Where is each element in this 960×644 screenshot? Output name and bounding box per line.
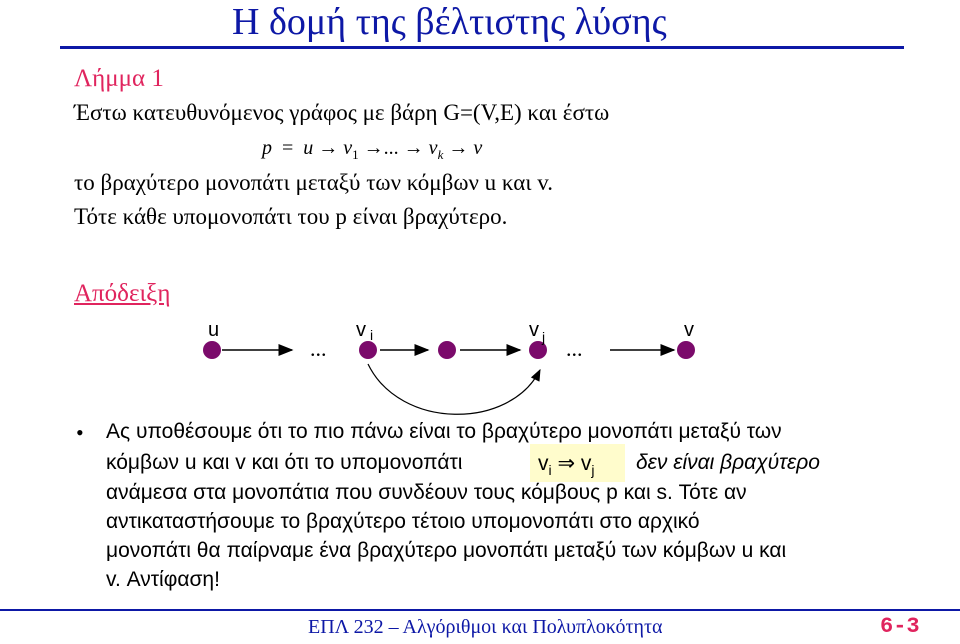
formula-p: p bbox=[262, 137, 272, 159]
arrow-icon: → bbox=[363, 137, 384, 159]
subpath-vi-sub: i bbox=[548, 462, 552, 478]
path-formula bbox=[262, 137, 482, 160]
label-vi: v bbox=[356, 319, 366, 341]
node-u bbox=[203, 341, 221, 359]
node-vi bbox=[359, 341, 377, 359]
page-number: 6-3 bbox=[880, 614, 920, 639]
formula-v1: v bbox=[343, 137, 353, 159]
footer-divider bbox=[0, 609, 960, 611]
formula-v: v bbox=[473, 137, 483, 159]
formula-eq: = bbox=[282, 137, 294, 159]
proof-line-2b: δεν είναι βραχύτερο bbox=[636, 451, 820, 474]
arrow-icon: → bbox=[448, 137, 469, 159]
arrow-icon: → bbox=[318, 137, 339, 159]
formula-v1-sub: 1 bbox=[352, 147, 359, 162]
arrow-icon: → bbox=[403, 137, 424, 159]
subpath-expression bbox=[538, 451, 595, 476]
proof-label: Απόδειξη bbox=[74, 280, 171, 307]
proof-line-4: αντικαταστήσουμε το βραχύτερο τέτοιο υπομονοπάτι στο αρχικό bbox=[106, 510, 700, 533]
subpath-vj: v bbox=[580, 452, 592, 475]
dots-right: ... bbox=[566, 336, 583, 361]
page-title: Η δομή της βέλτιστης λύσης bbox=[232, 1, 667, 43]
proof-line-5: μονοπάτι θα παίρναμε ένα βραχύτερο μονοπάτι μεταξύ των κόμβων u και bbox=[106, 539, 787, 562]
subpath-vj-sub: j bbox=[591, 462, 595, 478]
proof-line-2a: κόμβων u και v και ότι το υπομονοπάτι bbox=[106, 451, 463, 474]
title-divider bbox=[60, 46, 904, 49]
proof-line-1: Ας υποθέσουμε ότι το πιο πάνω είναι το βραχύτερο μονοπάτι μεταξύ των bbox=[106, 420, 782, 443]
lemma-label: Λήμμα 1 bbox=[74, 65, 164, 92]
lemma-line-3: Τότε κάθε υπομονοπάτι του p είναι βραχύτερο. bbox=[74, 204, 508, 229]
implies-arrow-icon: ⇒ bbox=[557, 452, 576, 475]
subpath-vi: v bbox=[538, 452, 549, 475]
lemma-line-2: το βραχύτερο μονοπάτι μεταξύ των κόμβων u και v. bbox=[74, 170, 554, 195]
label-v: v bbox=[684, 319, 694, 341]
proof-line-6: v. Αντίφαση! bbox=[106, 568, 220, 591]
formula-vk-sub: k bbox=[437, 147, 444, 162]
edge-vi-vj-alt bbox=[368, 364, 540, 414]
dots-left: ... bbox=[310, 336, 327, 361]
path-diagram bbox=[190, 318, 720, 428]
node-mid bbox=[438, 341, 456, 359]
lemma-line-1: Έστω κατευθυνόμενος γράφος με βάρη G=(V,E) και έστω bbox=[74, 100, 610, 125]
proof-line-3: ανάμεσα στα μονοπάτια που συνδέουν τους κόμβους p και s. Τότε αν bbox=[106, 481, 747, 504]
label-u: u bbox=[208, 319, 220, 341]
label-vi-sub: i bbox=[370, 327, 374, 343]
footer-course: ΕΠΛ 232 – Αλγόριθμοι και Πολυπλοκότητα bbox=[308, 616, 663, 638]
formula-u: u bbox=[303, 137, 314, 159]
formula-vk: v bbox=[428, 137, 438, 159]
label-vj: v bbox=[529, 319, 539, 341]
bullet-icon: • bbox=[76, 420, 84, 445]
label-vj-sub: j bbox=[542, 329, 546, 345]
formula-dots: ... bbox=[383, 137, 399, 159]
node-v bbox=[677, 341, 695, 359]
